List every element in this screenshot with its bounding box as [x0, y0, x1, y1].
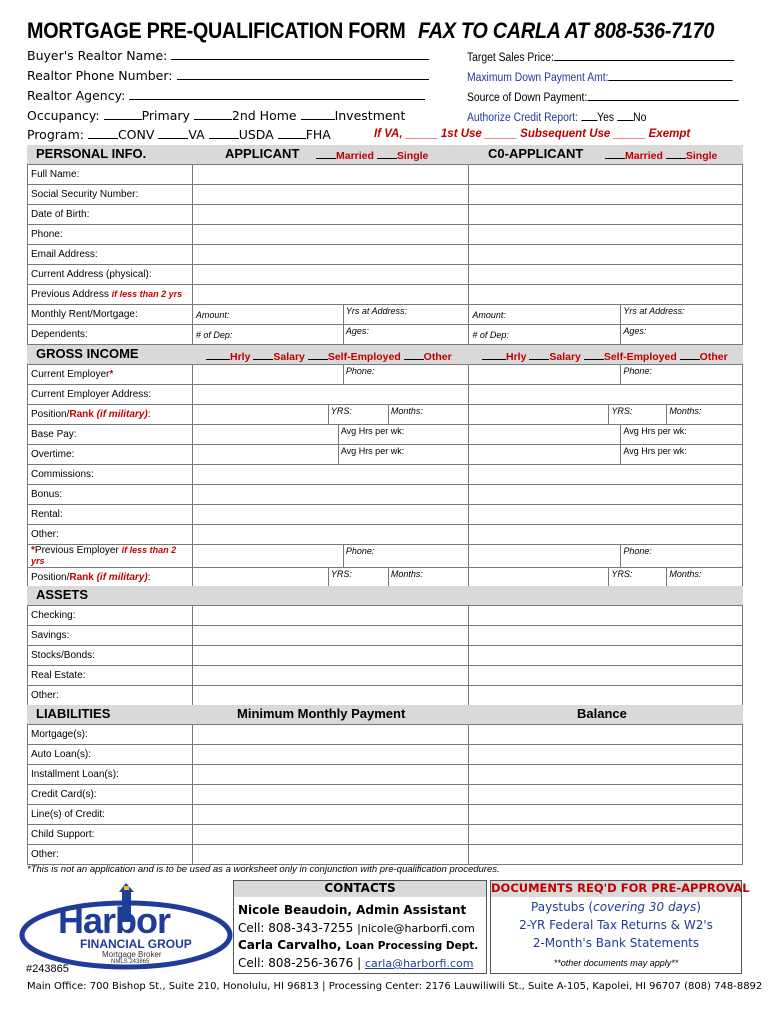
fha-field[interactable]	[278, 128, 306, 139]
applicant-position-cell[interactable]: YRS: Months:	[192, 405, 469, 425]
table-row	[28, 626, 743, 646]
realtor-phone-label: Realtor Phone Number:	[27, 68, 429, 83]
buyers-realtor-label: Buyer's Realtor Name:	[27, 48, 429, 63]
nmls-number: #243865	[26, 963, 69, 975]
doc-bank-statements: 2-Month's Bank Statements	[532, 936, 700, 950]
logo-nmls: NMLS 243865	[111, 959, 150, 965]
row-label: Savings:	[28, 626, 193, 646]
applicant-employer-cell[interactable]: Phone:	[192, 365, 469, 385]
coapplicant-cell[interactable]	[469, 205, 743, 225]
row-label: Child Support:	[28, 825, 193, 845]
max-down-label: Maximum Down Payment Amt:	[467, 70, 733, 84]
applicant-cell[interactable]	[192, 626, 469, 646]
personal-info-heading: PERSONAL INFO.	[36, 146, 147, 161]
coapplicant-cell[interactable]	[469, 626, 743, 646]
coapplicant-employer-cell[interactable]: Phone:	[469, 365, 743, 385]
logo-broker: Mortgage Broker	[102, 950, 162, 959]
table-row	[28, 725, 743, 745]
coapplicant-marital: Married Single	[605, 148, 717, 162]
primary-field[interactable]	[104, 109, 142, 120]
coapplicant-cell[interactable]	[469, 606, 743, 626]
contact-email-nicole[interactable]: nicole@harborfi.com	[360, 922, 475, 935]
coapplicant-income-type: Hrly Salary Self-Employed Other	[482, 349, 728, 363]
table-row	[28, 385, 743, 405]
table-row	[28, 425, 743, 445]
coapplicant-cell[interactable]	[469, 265, 743, 285]
footnote: *This is not an application and is to be used as a worksheet only in conjunction with pre-qualification procedures.	[27, 864, 500, 875]
assets-table	[27, 605, 743, 706]
applicant-prev-employer-cell[interactable]: Phone:	[192, 545, 469, 568]
applicant-cell[interactable]	[192, 385, 469, 405]
coapplicant-overtime-cell[interactable]: Avg Hrs per wk:	[469, 445, 743, 465]
coapplicant-married-field[interactable]	[605, 148, 625, 159]
table-row	[28, 205, 743, 225]
coapplicant-cell[interactable]	[469, 245, 743, 265]
table-row	[28, 365, 743, 385]
table-row	[28, 765, 743, 785]
balance-cell[interactable]	[469, 805, 743, 825]
table-row	[28, 405, 743, 425]
target-price-field[interactable]	[554, 50, 734, 61]
source-down-label: Source of Down Payment:	[467, 90, 738, 104]
second-home-field[interactable]	[194, 109, 232, 120]
row-label: Commissions:	[28, 465, 193, 485]
row-label: Installment Loan(s):	[28, 765, 193, 785]
current-employer-label: Current Employer*	[28, 365, 193, 385]
previous-employer-label: *Previous Employer if less than 2 yrs	[28, 545, 193, 568]
coapplicant-cell[interactable]	[469, 686, 743, 706]
applicant-cell[interactable]	[192, 686, 469, 706]
applicant-cell[interactable]	[192, 205, 469, 225]
coapplicant-dependents-cell[interactable]: # of Dep: Ages:	[469, 325, 743, 345]
coapplicant-cell[interactable]	[469, 385, 743, 405]
investment-field[interactable]	[301, 109, 335, 120]
buyers-realtor-field[interactable]	[171, 49, 429, 60]
balance-cell[interactable]	[469, 825, 743, 845]
coapplicant-cell[interactable]	[469, 525, 743, 545]
applicant-dependents-cell[interactable]: # of Dep: Ages:	[192, 325, 469, 345]
salary-field[interactable]	[529, 349, 549, 360]
conv-field[interactable]	[88, 128, 118, 139]
table-row	[28, 285, 743, 305]
fax-instruction: FAX TO CARLA AT 808-536-7170	[418, 18, 715, 43]
authorize-no-field[interactable]	[617, 110, 633, 121]
contact-phone-nicole: Cell: 808-343-7255 |nicole@harborfi.com	[238, 921, 475, 935]
documents-heading: DOCUMENTS REQ'D FOR PRE-APPROVAL	[491, 881, 750, 895]
harbor-logo	[18, 880, 233, 976]
source-down-field[interactable]	[587, 90, 738, 101]
position-rank-label: Position/Rank (if military):	[28, 405, 193, 425]
row-label: Current Address (physical):	[28, 265, 193, 285]
coapplicant-cell[interactable]	[469, 505, 743, 525]
va-use-note: If VA, _____ 1st Use _____ Subsequent Use _____ Exempt	[374, 128, 691, 140]
row-label: Mortgage(s):	[28, 725, 193, 745]
row-label: Base Pay:	[28, 425, 193, 445]
form-title: MORTGAGE PRE-QUALIFICATION FORM	[27, 18, 406, 43]
table-row	[28, 845, 743, 865]
min-payment-heading: Minimum Monthly Payment	[237, 706, 406, 721]
balance-heading: Balance	[577, 706, 627, 721]
va-field[interactable]	[158, 128, 188, 139]
coapplicant-cell[interactable]	[469, 225, 743, 245]
row-label: Other:	[28, 525, 193, 545]
payment-cell[interactable]	[192, 825, 469, 845]
applicant-marital: Married Single	[316, 148, 428, 162]
position-rank-label: Position/Rank (if military):	[28, 568, 193, 588]
coapplicant-base-cell[interactable]: Avg Hrs per wk:	[469, 425, 743, 445]
row-label: Other:	[28, 845, 193, 865]
hrly-field[interactable]	[482, 349, 506, 360]
row-label: Full Name:	[28, 165, 193, 185]
assets-header-bar	[27, 586, 743, 605]
realtor-agency-field[interactable]	[129, 89, 425, 100]
self-employed-field[interactable]	[308, 349, 328, 360]
applicant-cell[interactable]	[192, 225, 469, 245]
table-row	[28, 545, 743, 568]
table-row	[28, 805, 743, 825]
applicant-cell[interactable]	[192, 646, 469, 666]
table-row	[28, 505, 743, 525]
table-row	[28, 745, 743, 765]
row-label: Phone:	[28, 225, 193, 245]
applicant-cell[interactable]	[192, 525, 469, 545]
row-label: Dependents:	[28, 325, 193, 345]
row-label: Auto Loan(s):	[28, 745, 193, 765]
row-label: Social Security Number:	[28, 185, 193, 205]
other-field[interactable]	[404, 349, 424, 360]
contact-name-nicole: Nicole Beaudoin, Admin Assistant	[238, 903, 467, 917]
coapplicant-cell[interactable]	[469, 185, 743, 205]
applicant-heading: APPLICANT	[225, 146, 300, 161]
contact-email-carla[interactable]: carla@harborfi.com	[364, 957, 474, 970]
applicant-overtime-cell[interactable]: Avg Hrs per wk:	[192, 445, 469, 465]
logo-subtitle: FINANCIAL GROUP	[80, 937, 192, 951]
balance-cell[interactable]	[469, 845, 743, 865]
payment-cell[interactable]	[192, 785, 469, 805]
applicant-cell[interactable]	[192, 265, 469, 285]
table-row	[28, 305, 743, 325]
self-employed-field[interactable]	[584, 349, 604, 360]
payment-cell[interactable]	[192, 725, 469, 745]
balance-cell[interactable]	[469, 725, 743, 745]
applicant-cell[interactable]	[192, 485, 469, 505]
applicant-cell[interactable]	[192, 185, 469, 205]
payment-cell[interactable]	[192, 805, 469, 825]
contact-phone-carla: Cell: 808-256-3676 | carla@harborfi.com	[238, 956, 474, 970]
coapplicant-cell[interactable]	[469, 646, 743, 666]
coapplicant-cell[interactable]	[469, 465, 743, 485]
max-down-field[interactable]	[608, 70, 732, 81]
applicant-single-field[interactable]	[377, 148, 397, 159]
table-row	[28, 785, 743, 805]
applicant-cell[interactable]	[192, 606, 469, 626]
coapplicant-cell[interactable]	[469, 485, 743, 505]
table-row	[28, 606, 743, 626]
liabilities-table	[27, 724, 743, 865]
table-row	[28, 666, 743, 686]
row-label: Credit Card(s):	[28, 785, 193, 805]
row-label: Stocks/Bonds:	[28, 646, 193, 666]
row-label: Monthly Rent/Mortgage:	[28, 305, 193, 325]
personal-info-table	[27, 164, 743, 345]
coapplicant-cell[interactable]	[469, 165, 743, 185]
applicant-rent-cell[interactable]: Amount: Yrs at Address:	[192, 305, 469, 325]
target-price-label: Target Sales Price:	[467, 50, 734, 64]
table-row	[28, 265, 743, 285]
occupancy-row: Occupancy: Primary 2nd Home Investment	[27, 108, 406, 123]
applicant-cell[interactable]	[192, 285, 469, 305]
balance-cell[interactable]	[469, 785, 743, 805]
coapplicant-single-field[interactable]	[666, 148, 686, 159]
contacts-heading: CONTACTS	[234, 881, 486, 897]
table-row	[28, 445, 743, 465]
doc-note: **other documents may apply**	[553, 958, 679, 968]
row-label: Line(s) of Credit:	[28, 805, 193, 825]
contact-name-carla: Carla Carvalho, Loan Processing Dept.	[238, 938, 479, 952]
balance-cell[interactable]	[469, 765, 743, 785]
table-row	[28, 245, 743, 265]
row-label: Real Estate:	[28, 666, 193, 686]
payment-cell[interactable]	[192, 765, 469, 785]
table-row	[28, 225, 743, 245]
coapplicant-prev-employer-cell[interactable]: Phone:	[469, 545, 743, 568]
usda-field[interactable]	[209, 128, 239, 139]
program-row: Program: CONV VA USDA FHA	[27, 127, 331, 142]
salary-field[interactable]	[253, 349, 273, 360]
table-row	[28, 185, 743, 205]
liabilities-heading: LIABILITIES	[36, 706, 111, 721]
table-row	[28, 825, 743, 845]
applicant-base-cell[interactable]: Avg Hrs per wk:	[192, 425, 469, 445]
row-label: Overtime:	[28, 445, 193, 465]
gross-income-heading: GROSS INCOME	[36, 346, 139, 361]
coapplicant-heading: C0-APPLICANT	[488, 146, 584, 161]
realtor-agency-label: Realtor Agency:	[27, 88, 425, 103]
table-row	[28, 485, 743, 505]
applicant-prev-position-cell[interactable]: YRS: Months:	[192, 568, 469, 588]
other-field[interactable]	[680, 349, 700, 360]
applicant-cell[interactable]	[192, 245, 469, 265]
table-row	[28, 686, 743, 706]
logo-word: Harbor	[58, 900, 171, 941]
row-label: Current Employer Address:	[28, 385, 193, 405]
row-label: Other:	[28, 686, 193, 706]
coapplicant-rent-cell[interactable]: Amount: Yrs at Address:	[469, 305, 743, 325]
previous-address-label: Previous Address if less than 2 yrs	[28, 285, 193, 305]
table-row	[28, 325, 743, 345]
applicant-cell[interactable]	[192, 465, 469, 485]
table-row	[28, 525, 743, 545]
coapplicant-position-cell[interactable]: YRS: Months:	[469, 405, 743, 425]
applicant-cell[interactable]	[192, 165, 469, 185]
row-label: Date of Birth:	[28, 205, 193, 225]
authorize-credit-row: Authorize Credit Report: Yes No	[467, 112, 647, 124]
applicant-income-type: Hrly Salary Self-Employed Other	[206, 349, 452, 363]
footer-address: Main Office: 700 Bishop St., Suite 210, Honolulu, HI 96813 | Processing Center: 2176 Lauwiliwili St., Suite A-105, Kapolei, HI 96707 (808) 748-8892	[27, 981, 763, 992]
table-row	[28, 165, 743, 185]
payment-cell[interactable]	[192, 745, 469, 765]
payment-cell[interactable]	[192, 845, 469, 865]
row-label: Checking:	[28, 606, 193, 626]
applicant-cell[interactable]	[192, 505, 469, 525]
row-label: Rental:	[28, 505, 193, 525]
table-row	[28, 568, 743, 588]
doc-paystubs: Paystubs (covering 30 days)	[531, 900, 701, 914]
coapplicant-prev-position-cell[interactable]: YRS: Months:	[469, 568, 743, 588]
authorize-yes-field[interactable]	[581, 110, 597, 121]
table-row	[28, 465, 743, 485]
coapplicant-cell[interactable]	[469, 285, 743, 305]
row-label: Email Address:	[28, 245, 193, 265]
balance-cell[interactable]	[469, 745, 743, 765]
assets-heading: ASSETS	[36, 587, 89, 602]
income-table	[27, 364, 743, 588]
doc-tax-returns: 2-YR Federal Tax Returns & W2's	[519, 918, 713, 932]
coapplicant-cell[interactable]	[469, 666, 743, 686]
row-label: Bonus:	[28, 485, 193, 505]
applicant-married-field[interactable]	[316, 148, 336, 159]
applicant-cell[interactable]	[192, 666, 469, 686]
table-row	[28, 646, 743, 666]
hrly-field[interactable]	[206, 349, 230, 360]
realtor-phone-field[interactable]	[177, 69, 429, 80]
